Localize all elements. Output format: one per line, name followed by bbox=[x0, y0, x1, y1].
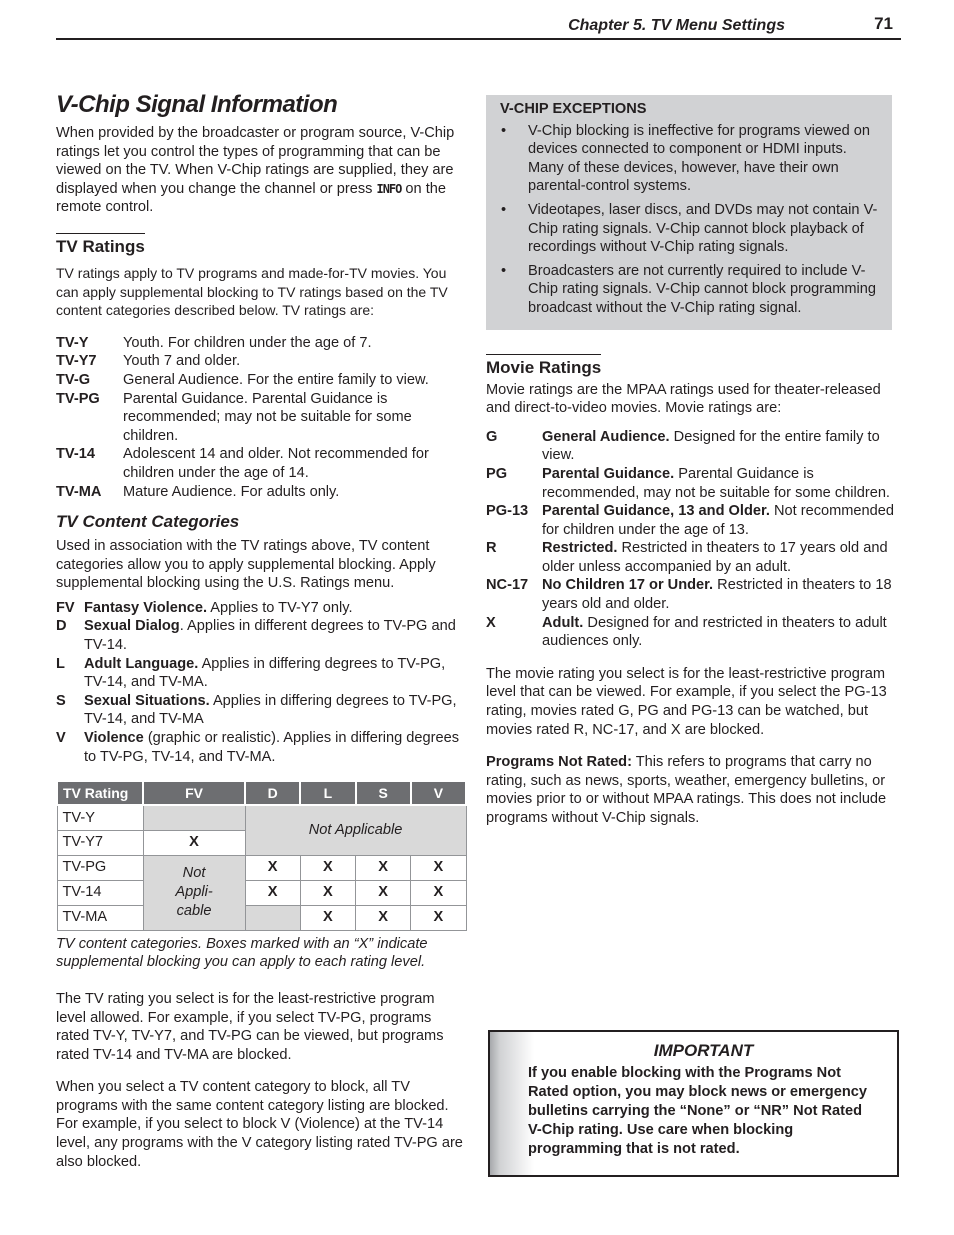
tv-ratings-list bbox=[56, 334, 468, 501]
column-header: TV Rating bbox=[57, 781, 143, 805]
column-header: V bbox=[411, 781, 466, 805]
important-title: IMPORTANT bbox=[653, 1041, 754, 1060]
table-row bbox=[57, 880, 466, 905]
list-item: R Restricted. Restricted in theaters to 17 years old and older unless accompanied by an adult. bbox=[486, 540, 888, 575]
column-header: FV bbox=[143, 781, 245, 805]
mark-cell: X bbox=[411, 855, 466, 880]
row-label: TV-Y7 bbox=[57, 830, 143, 855]
list-item: TV-PG Parental Guidance. Parental Guidance is recommended; may not be suitable for some children. bbox=[56, 390, 412, 444]
list-item: NC-17 No Children 17 or Under. Restricted in theaters to 18 years old and older. bbox=[486, 577, 892, 613]
mark-cell: X bbox=[245, 880, 300, 905]
list-item: TV-Y Youth. For children under the age of 7. bbox=[56, 334, 372, 351]
list-item: TV-Y7 Youth 7 and older. bbox=[56, 353, 241, 370]
movie-ratings-list bbox=[486, 428, 898, 651]
list-item: V Violence (graphic or realistic). Applies in differing degrees to TV-PG, TV-14, and TV-MA. bbox=[56, 730, 460, 765]
not-rated-paragraph: Programs Not Rated: This refers to programs that carry no rating, such as news, sports, weather, emergency bulletins, or movies prior to or without MPAA ratings. This does not include programs without V-Chip signals. bbox=[486, 754, 887, 826]
mark-cell: X bbox=[411, 905, 466, 930]
info-key: INFO bbox=[376, 181, 402, 196]
mark-cell: X bbox=[356, 905, 411, 930]
tv-ratings-intro: TV ratings apply to TV programs and made-for-TV movies. You can apply supplemental blocking to TV ratings based on the TV content categories described below. TV ratings are: bbox=[56, 264, 448, 319]
list-item: PG-13 Parental Guidance, 13 and Older. Not recommended for children under the age of 13. bbox=[486, 503, 895, 538]
movie-ratings-heading: Movie Ratings bbox=[486, 354, 601, 379]
exceptions-title: V-CHIP EXCEPTIONS bbox=[500, 101, 647, 117]
rating-table bbox=[56, 780, 467, 931]
mark-cell: X bbox=[300, 855, 355, 880]
row-label: TV-14 bbox=[57, 880, 143, 905]
content-categories-heading: TV Content Categories bbox=[56, 512, 240, 532]
list-item: PG Parental Guidance. Parental Guidance is recommended, may not be suitable for some children. bbox=[486, 465, 890, 501]
page-number: 71 bbox=[874, 14, 893, 33]
content-categories-list bbox=[56, 599, 468, 766]
important-text: If you enable blocking with the Programs Not Rated option, you may block news or emergency bulletins carrying the “None” or “NR” Not Rated V-Chip rating. Use care when blocking programming that is not rated. bbox=[528, 1065, 867, 1157]
movie-ratings-intro: Movie ratings are the MPAA ratings used for theater-released and direct-to-video movies. Movie ratings are: bbox=[486, 381, 881, 417]
bullet-icon: • bbox=[501, 201, 507, 218]
table-row bbox=[57, 855, 466, 880]
mark-cell: X bbox=[356, 880, 411, 905]
movie-ratings-paragraph: The movie rating you select is for the least-restrictive program level that can be viewed. For example, if you select the PG-13 rating, movies rated G, PG and PG-13 can be watched, but movies rated R, NC-17, and X are blocked. bbox=[486, 665, 887, 738]
chapter-title: Chapter 5. TV Menu Settings bbox=[568, 17, 785, 34]
tv-ratings-heading: TV Ratings bbox=[56, 233, 145, 258]
table-row bbox=[57, 805, 466, 830]
list-item: • V-Chip blocking is ineffective for programs viewed on devices connected to component or HDMI inputs. Many of these devices, however, have their own parental-control systems. bbox=[501, 122, 871, 195]
content-categories-intro: Used in association with the TV ratings above, TV content categories allow you to apply supplemental blocking. Apply supplemental blocking using the U.S. Ratings menu. bbox=[56, 538, 436, 592]
column-header: S bbox=[356, 781, 411, 805]
list-item: L Adult Language. Applies in differing degrees to TV-PG, TV-14, and TV-MA. bbox=[56, 655, 446, 691]
list-item: TV-14 Adolescent 14 and older. Not recommended for children under the age of 14. bbox=[56, 446, 429, 481]
table-row bbox=[57, 905, 466, 930]
not-applicable-short-cell: Not Appli- cable bbox=[143, 855, 245, 930]
list-item: G General Audience. Designed for the entire family to view. bbox=[486, 428, 880, 464]
list-item: FV Fantasy Violence. Applies to TV-Y7 only. bbox=[56, 599, 353, 616]
mark-cell: X bbox=[245, 855, 300, 880]
list-item: TV-G General Audience. For the entire family to view. bbox=[56, 371, 429, 388]
page-title: V-Chip Signal Information bbox=[56, 91, 338, 118]
row-label: TV-PG bbox=[57, 855, 143, 880]
list-item: D Sexual Dialog. Applies in different degrees to TV-PG and TV-14. bbox=[56, 618, 456, 654]
body-paragraph: When you select a TV content category to block, all TV programs with the same content category listing are blocked. For example, if you select to block V (Violence) at the TV-14 level, any programs with the V category listing rated TV-PG are also blocked. bbox=[56, 1079, 463, 1170]
mark-cell: X bbox=[411, 880, 466, 905]
column-header: L bbox=[300, 781, 355, 805]
mark-cell: X bbox=[300, 880, 355, 905]
mark-cell: X bbox=[300, 905, 355, 930]
right-column bbox=[486, 95, 898, 842]
bullet-icon: • bbox=[501, 122, 507, 139]
list-item: TV-MA Mature Audience. For adults only. bbox=[56, 483, 340, 500]
table-header-row bbox=[57, 781, 466, 805]
list-item: S Sexual Situations. Applies in differing degrees to TV-PG, TV-14, and TV-MA bbox=[56, 692, 457, 728]
not-applicable-cell: Not Applicable bbox=[245, 805, 466, 855]
column-header: D bbox=[245, 781, 300, 805]
page-header bbox=[56, 14, 901, 40]
bullet-icon: • bbox=[501, 262, 507, 279]
left-column bbox=[56, 90, 468, 1185]
body-paragraph: The TV rating you select is for the least-restrictive program level allowed. For example, if you select TV-PG, programs rated TV-Y, TV-Y7, and TV-PG can be viewed, but programs rated TV-14 and TV-MA are blocked. bbox=[56, 990, 444, 1063]
row-label: TV-MA bbox=[57, 905, 143, 930]
mark-cell: X bbox=[356, 855, 411, 880]
intro-paragraph: When provided by the broadcaster or program source, V-Chip ratings let you control the types of programming that can be viewed on the TV. When V-Chip ratings are supplied, they are displayed when you change the channel or press INFO on the remote control. bbox=[56, 125, 455, 216]
list-item: • Broadcasters are not currently required to include V-Chip rating signals. V-Chip cannot block programming broadcast without the V-Chip rating signal. bbox=[501, 262, 876, 316]
important-box bbox=[488, 1030, 899, 1177]
list-item: X Adult. Designed for and restricted in theaters to adult audiences only. bbox=[486, 614, 887, 650]
list-item: • Videotapes, laser discs, and DVDs may not contain V-Chip rating signals. V-Chip cannot block playback of recordings without V-Chip rating signals. bbox=[501, 201, 878, 256]
mark-cell: X bbox=[143, 830, 245, 855]
row-label: TV-Y bbox=[57, 805, 143, 830]
table-caption: TV content categories. Boxes marked with an “X” indicate supplemental blocking you can apply to each rating level. bbox=[56, 935, 428, 971]
exceptions-box bbox=[486, 95, 892, 330]
